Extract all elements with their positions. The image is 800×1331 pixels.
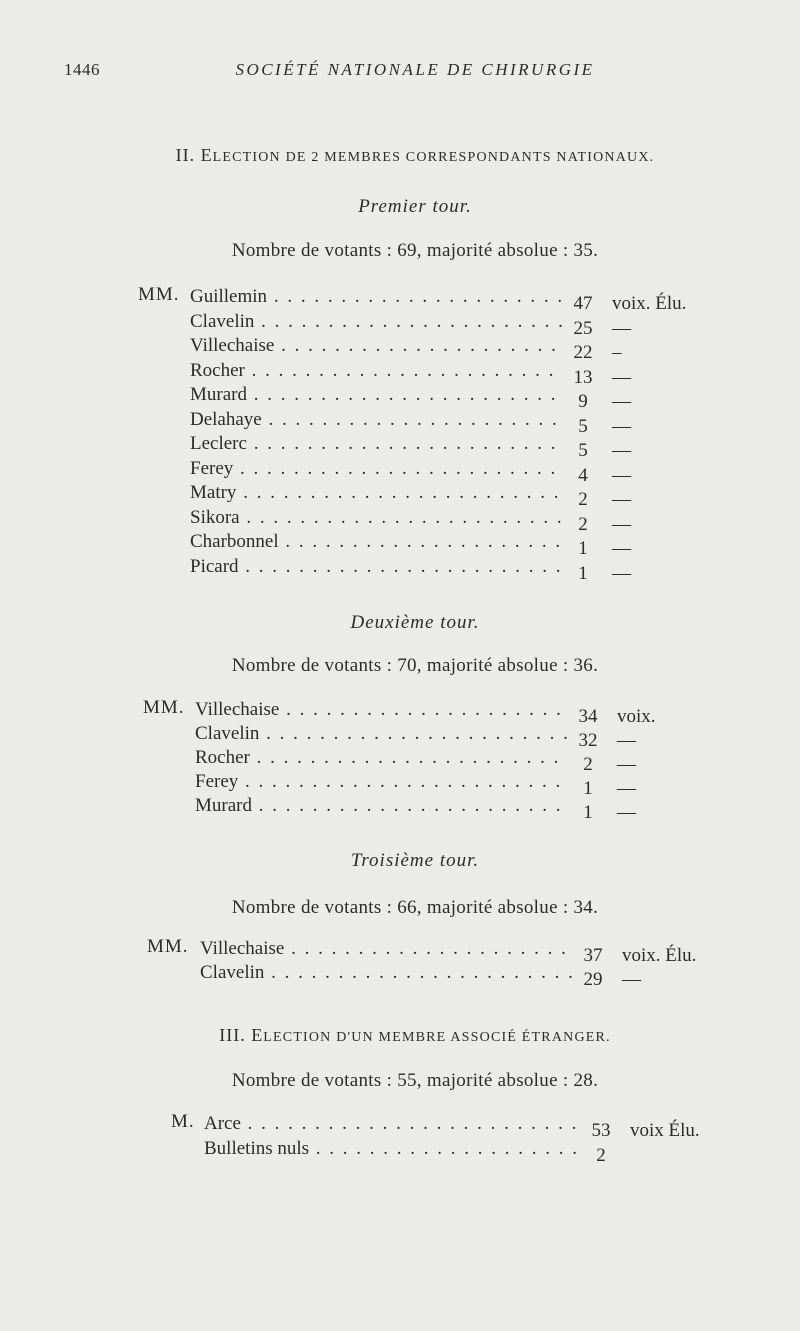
candidate-name: Ferey . . .: [190, 456, 562, 481]
vote-note: —: [617, 754, 636, 775]
candidate-name: Sikora . . .: [190, 505, 562, 530]
result-row: [204, 1136, 630, 1166]
result-row: [190, 505, 631, 535]
vote-count: 29: [583, 969, 603, 990]
vote-count: 53: [591, 1120, 611, 1141]
candidate-name: Rocher . . .: [195, 745, 567, 770]
round-2-prefix: MM.: [143, 697, 185, 718]
vote-count: 2: [583, 754, 593, 775]
vote-count: 25: [573, 317, 593, 339]
vote-note: —: [617, 730, 636, 751]
result-row: [204, 1111, 700, 1141]
result-row: [195, 769, 636, 799]
section-3-votants: Nombre de votants : 55, majorité absolue : 28.: [231, 1070, 599, 1091]
section-3-numeral: III. E: [219, 1025, 264, 1045]
result-row: [190, 554, 631, 584]
section-3-title: LECTION D'UN MEMBRE ASSOCIÉ ÉTRANGER.: [263, 1030, 611, 1045]
candidate-name: Villechaise . . .: [195, 697, 567, 722]
vote-count: 4: [578, 464, 588, 486]
round-2-votants: Nombre de votants : 70, majorité absolue : 36.: [231, 655, 599, 676]
vote-note: —: [612, 513, 631, 535]
result-row: [190, 407, 631, 437]
section-3-prefix: M.: [171, 1111, 195, 1132]
vote-count: 2: [578, 489, 588, 510]
vote-count: 32: [578, 730, 598, 751]
vote-note: —: [612, 391, 631, 412]
vote-note: voix. Élu.: [622, 945, 697, 966]
vote-note: voix Élu.: [630, 1120, 700, 1141]
result-row: [190, 382, 631, 412]
candidate-name: Rocher . . .: [190, 358, 562, 383]
vote-count: 5: [578, 415, 588, 437]
section-2-numeral: II. E: [175, 145, 213, 165]
candidate-name: Villechaise . . .: [200, 936, 572, 961]
result-row: [195, 697, 656, 727]
vote-count: 1: [578, 538, 588, 559]
result-row: [195, 745, 636, 775]
section-2-title: LECTION DE 2 MEMBRES CORRESPONDANTS NATIONAUX.: [212, 150, 655, 165]
vote-count: 1: [578, 562, 588, 584]
candidate-name: Matry . . .: [190, 480, 562, 505]
round-3-title: Troisième tour.: [350, 850, 480, 871]
result-row: [200, 960, 641, 990]
round-2-title: Deuxième tour.: [350, 612, 480, 633]
vote-note: —: [612, 464, 631, 486]
vote-note: —: [612, 538, 631, 559]
vote-note: –: [612, 342, 622, 363]
result-row: [190, 529, 631, 559]
vote-count: 13: [573, 366, 593, 388]
candidate-name: Delahaye . . .: [190, 407, 562, 432]
vote-count: 9: [578, 391, 588, 412]
running-title: SOCIÉTÉ NATIONALE DE CHIRURGIE: [235, 60, 595, 79]
result-row: [195, 721, 636, 751]
vote-note: —: [617, 802, 636, 823]
result-row: [190, 456, 631, 486]
vote-count: 34: [578, 706, 598, 727]
round-1-title: Premier tour.: [358, 196, 472, 217]
vote-note: voix. Élu.: [612, 293, 687, 314]
section-3-heading: [0, 1025, 800, 1046]
vote-note: —: [612, 415, 631, 437]
round-3-votants: Nombre de votants : 66, majorité absolue : 34.: [231, 897, 599, 918]
section-2-heading: [0, 145, 800, 166]
vote-count: 37: [583, 945, 603, 966]
vote-note: —: [612, 489, 631, 510]
result-row: [190, 358, 631, 388]
vote-count: 1: [583, 802, 593, 823]
vote-count: 1: [583, 778, 593, 799]
vote-count: 2: [578, 513, 588, 535]
candidate-name: Clavelin . . .: [200, 960, 572, 985]
vote-note: —: [622, 969, 641, 990]
candidate-name: Picard . . .: [190, 554, 562, 579]
candidate-name: Guillemin . . .: [190, 284, 562, 309]
result-row: [190, 431, 631, 461]
result-row: [190, 333, 622, 363]
round-3-prefix: MM.: [147, 936, 189, 957]
candidate-name: Clavelin . . .: [190, 309, 562, 334]
candidate-name: Charbonnel . . .: [190, 529, 562, 554]
vote-count: 5: [578, 440, 588, 461]
result-row: [195, 793, 636, 823]
candidate-name: Arce . . .: [204, 1111, 580, 1136]
vote-count: 2: [596, 1145, 606, 1166]
candidate-name: Ferey . . .: [195, 769, 567, 794]
vote-note: —: [617, 778, 636, 799]
vote-count: 22: [573, 342, 593, 363]
round-1-prefix: MM.: [138, 284, 180, 305]
vote-note: —: [612, 366, 631, 388]
vote-count: 47: [573, 293, 593, 314]
result-row: [190, 284, 687, 314]
candidate-name: Murard . . .: [195, 793, 567, 818]
candidate-name: Leclerc . . .: [190, 431, 562, 456]
vote-note: —: [612, 440, 631, 461]
round-1-votants: Nombre de votants : 69, majorité absolue : 35.: [231, 240, 599, 261]
page-number: 1446: [64, 60, 100, 79]
result-row: [190, 480, 631, 510]
candidate-name: Murard . . .: [190, 382, 562, 407]
vote-note: —: [612, 562, 631, 584]
candidate-name: Clavelin . . .: [195, 721, 567, 746]
vote-note: voix.: [617, 706, 656, 727]
candidate-name: Bulletins nuls . . .: [204, 1136, 580, 1161]
candidate-name: Villechaise . . .: [190, 333, 562, 358]
vote-note: —: [612, 317, 631, 339]
result-row: [190, 309, 631, 339]
result-row: [200, 936, 697, 966]
